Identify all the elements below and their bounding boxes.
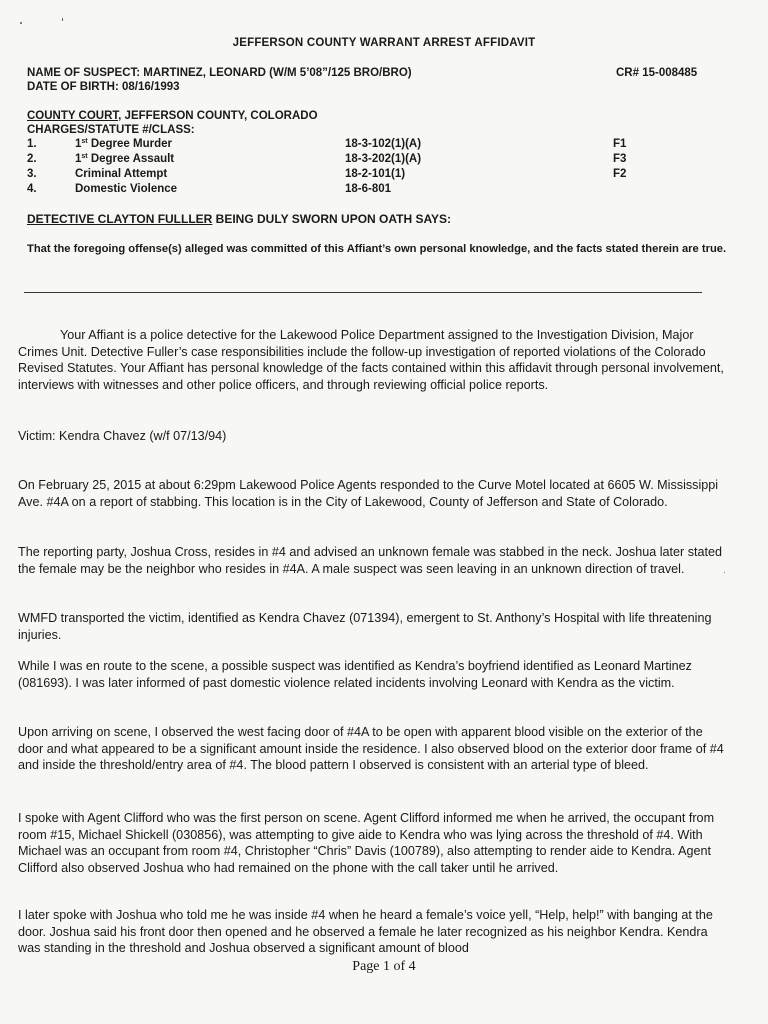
charge-name: 1st Degree Assault bbox=[75, 153, 175, 165]
paragraph-suspect-identified: While I was en route to the scene, a possible suspect was identified as Kendra’s boyfriend identified as Leonard Martinez (081693). I was later informed of past domestic violence related incidents involving Leonard with Kendra as the victim. bbox=[18, 659, 692, 690]
sworn-statement-text: BEING DULY SWORN UPON OATH SAYS: bbox=[212, 212, 452, 226]
paragraph-reporting-party: The reporting party, Joshua Cross, resides in #4 and advised an unknown female was stabbed in the neck. Joshua later stated the female may be the neighbor who resides in #4A. A male suspect was seen leaving in an unknown direction of travel. bbox=[18, 545, 723, 576]
scan-speck bbox=[62, 18, 63, 21]
charge-number: 3. bbox=[27, 168, 37, 180]
court-label: COUNTY COURT, bbox=[27, 110, 122, 122]
charge-name: 1st Degree Murder bbox=[75, 138, 172, 150]
charge-row bbox=[27, 183, 747, 198]
suspect-name: NAME OF SUSPECT: MARTINEZ, LEONARD (W/M 5’08”/125 BRO/BRO) bbox=[27, 67, 412, 79]
charge-row bbox=[27, 168, 747, 183]
charge-statute: 18-6-801 bbox=[345, 183, 392, 195]
charge-class: F3 bbox=[613, 153, 627, 165]
paragraph-agent-clifford: I spoke with Agent Clifford who was the first person on scene. Agent Clifford informed me when he arrived, the occupant from room #15, Michael Shickell (030856), was attempting to give aide to Kendra who was lying across the threshold of #4. With Michael was an occupant from room #4, Christopher “Chris” Davis (100789), also attempting to render aide to Kendra. Agent Clifford also observed Joshua who had remained on the phone with the call taker until he arrived. bbox=[18, 811, 715, 875]
scan-speck bbox=[20, 22, 22, 24]
charge-statute: 18-3-102(1)(A) bbox=[345, 138, 422, 150]
charges-header: CHARGES/STATUTE #/CLASS: bbox=[27, 124, 195, 136]
document-title: JEFFERSON COUNTY WARRANT ARREST AFFIDAVIT bbox=[232, 37, 536, 49]
charge-statute: 18-3-202(1)(A) bbox=[345, 153, 422, 165]
charge-class: F1 bbox=[613, 138, 627, 150]
paragraph-affiant-background: Your Affiant is a police detective for the Lakewood Police Department assigned to the Investigation Division, Major Crimes Unit. Detective Fuller’s case responsibilities include the follow-up investigation of reported violations of the Colorado Revised Statutes. Your Affiant has personal knowledge of the facts contained within this affidavit through personal involvement, interviews with witnesses and other police officers, and through reviewing official police reports. bbox=[18, 328, 724, 392]
case-number: CR# 15-008485 bbox=[616, 67, 698, 79]
date-of-birth: DATE OF BIRTH: 08/16/1993 bbox=[27, 81, 180, 93]
court-line bbox=[27, 110, 318, 122]
paragraph-transport: WMFD transported the victim, identified as Kendra Chavez (071394), emergent to St. Anthony’s Hospital with life threatening injuries. bbox=[18, 611, 712, 642]
charge-name: Criminal Attempt bbox=[75, 168, 168, 180]
charge-row bbox=[27, 138, 747, 153]
divider-line bbox=[24, 292, 702, 293]
paragraph-joshua-statement: I later spoke with Joshua who told me he was inside #4 when he heard a female’s voice yell, “Help, help!” with banging at the door. Joshua said his front door then opened and he observed a female he later recognized as his neighbor Kendra. Kendra was standing in the threshold and Joshua observed a significant amount of blood bbox=[18, 908, 713, 955]
oath-statement: That the foregoing offense(s) alleged was committed of this Affiant’s own personal knowledge, and the facts stated therein are true. bbox=[27, 243, 727, 255]
victim-line: Victim: Kendra Chavez (w/f 07/13/94) bbox=[18, 429, 227, 443]
charge-class: F2 bbox=[613, 168, 627, 180]
sworn-statement-heading bbox=[27, 212, 451, 226]
charge-number: 4. bbox=[27, 183, 37, 195]
charge-row bbox=[27, 153, 747, 168]
charge-number: 2. bbox=[27, 153, 37, 165]
paragraph-scene-observation: Upon arriving on scene, I observed the west facing door of #4A to be open with apparent blood visible on the exterior of the door and what appeared to be a significant amount inside the residence. I also observed blood on the exterior door frame of #4 and inside the threshold/entry area of #4. The blood pattern I observed is consistent with an arterial type of bleed. bbox=[18, 725, 724, 772]
page-number: Page 1 of 4 bbox=[352, 959, 416, 974]
charge-statute: 18-2-101(1) bbox=[345, 168, 406, 180]
charge-number: 1. bbox=[27, 138, 37, 150]
court-name: JEFFERSON COUNTY, COLORADO bbox=[121, 110, 318, 122]
charge-name: Domestic Violence bbox=[75, 183, 178, 195]
affiant-name: DETECTIVE CLAYTON FULLLER bbox=[27, 212, 213, 226]
paragraph-incident: On February 25, 2015 at about 6:29pm Lakewood Police Agents responded to the Curve Motel located at 6605 W. Mississippi Ave. #4A on a report of stabbing. This location is in the City of Lakewood, County of Jefferson and State of Colorado. bbox=[18, 478, 719, 509]
